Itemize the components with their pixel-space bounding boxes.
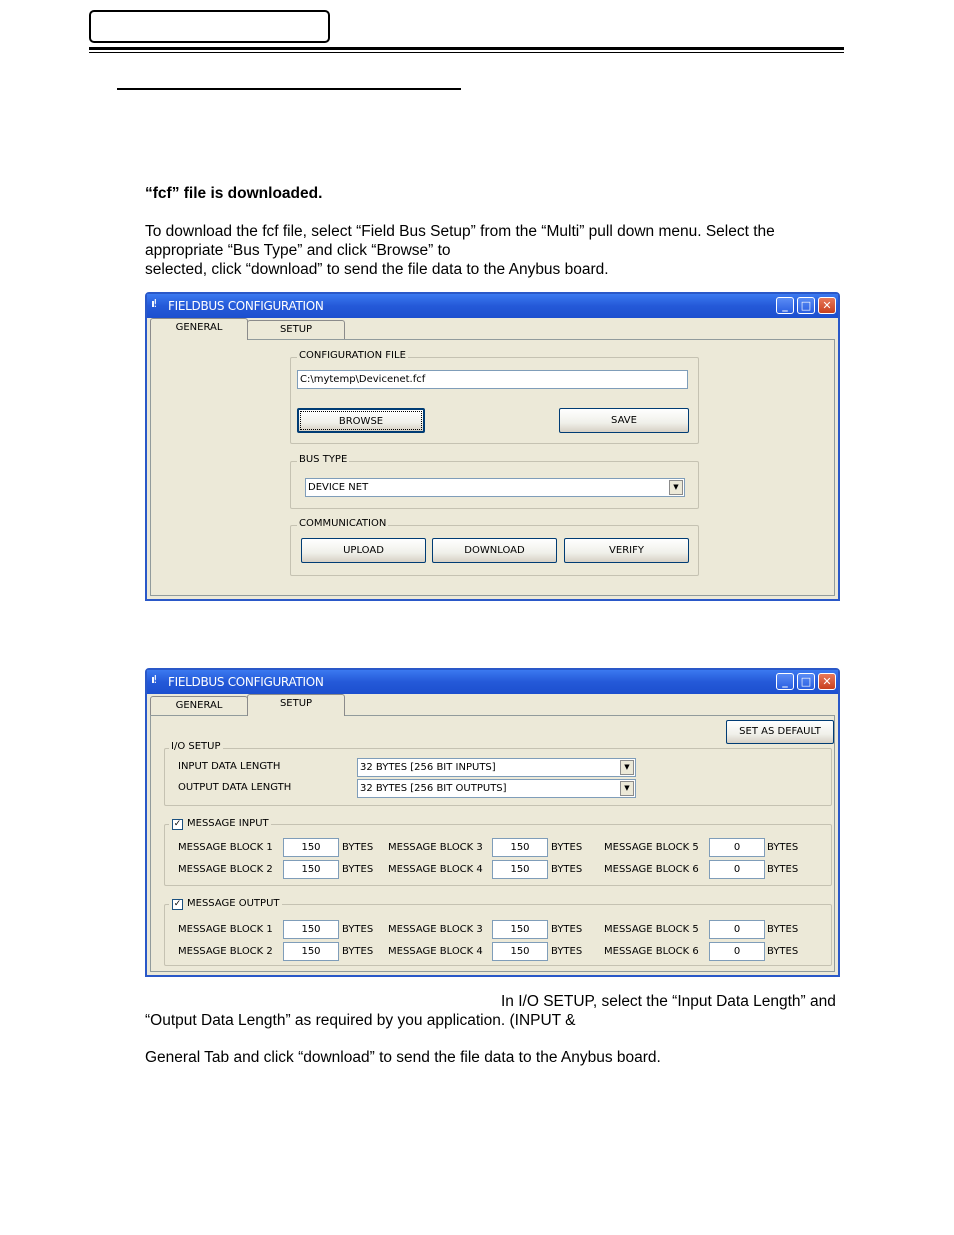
input-data-length-value: 32 BYTES [256 BIT INPUTS] (360, 762, 496, 773)
para-io-setup-line3: General Tab and click “download” to send the file data to the Anybus board. (145, 1049, 661, 1066)
tab-general[interactable]: GENERAL (150, 696, 248, 715)
tab-setup[interactable]: SETUP (247, 694, 345, 716)
msg-out-block-3-field[interactable]: 150 (492, 920, 548, 939)
io-setup-group (164, 741, 832, 806)
communication-label: COMMUNICATION (299, 518, 387, 529)
output-data-length-select[interactable] (357, 779, 636, 798)
message-input-checkbox-label[interactable] (169, 818, 271, 829)
msg-out-block-4-field[interactable]: 150 (492, 942, 548, 961)
fieldbus-dialog-general (145, 292, 840, 601)
setup-panel (150, 715, 835, 972)
msg-out-block-5-label: MESSAGE BLOCK 5 (604, 924, 699, 935)
para-io-setup-line2: “Output Data Length” as required by you application. (INPUT & (145, 1012, 576, 1029)
download-button[interactable]: DOWNLOAD (432, 538, 557, 563)
header-rule (89, 47, 844, 50)
msg-in-block-3-label: MESSAGE BLOCK 3 (388, 842, 483, 853)
bytes-label: BYTES (342, 924, 374, 935)
bytes-label: BYTES (551, 864, 583, 875)
output-data-length-value: 32 BYTES [256 BIT OUTPUTS] (360, 783, 507, 794)
bytes-label: BYTES (767, 864, 799, 875)
dropdown-arrow-icon[interactable]: ▼ (620, 760, 634, 775)
app-icon: ıı! (151, 297, 156, 310)
set-as-default-button[interactable]: SET AS DEFAULT (726, 720, 834, 744)
para-fcf-downloaded: “fcf” file is downloaded. (145, 185, 323, 202)
message-input-label: MESSAGE INPUT (187, 818, 269, 829)
verify-button[interactable]: VERIFY (564, 538, 689, 563)
msg-out-block-2-field[interactable]: 150 (283, 942, 339, 961)
bytes-label: BYTES (551, 924, 583, 935)
header-rule-thin (89, 52, 844, 53)
header-box (89, 10, 330, 43)
msg-out-block-5-field[interactable]: 0 (709, 920, 765, 939)
msg-out-block-2-label: MESSAGE BLOCK 2 (178, 946, 273, 957)
msg-in-block-2-field[interactable]: 150 (283, 860, 339, 879)
para-io-setup-line1: In I/O SETUP, select the “Input Data Length” and (501, 993, 836, 1010)
app-icon: ıı! (151, 673, 156, 686)
msg-in-block-4-field[interactable]: 150 (492, 860, 548, 879)
para-instructions-line1: To download the fcf file, select “Field Bus Setup” from the “Multi” pull down menu. Select the (145, 223, 775, 240)
config-file-group (290, 350, 699, 444)
msg-out-block-4-label: MESSAGE BLOCK 4 (388, 946, 483, 957)
msg-out-block-1-label: MESSAGE BLOCK 1 (178, 924, 273, 935)
msg-out-block-6-label: MESSAGE BLOCK 6 (604, 946, 699, 957)
message-output-checkbox[interactable]: ✓ (173, 899, 182, 909)
general-panel (150, 339, 835, 596)
message-input-checkbox[interactable]: ✓ (173, 819, 182, 829)
save-button[interactable]: SAVE (559, 408, 689, 433)
tab-strip (147, 694, 838, 716)
msg-out-block-1-field[interactable]: 150 (283, 920, 339, 939)
window-title: FIELDBUS CONFIGURATION (168, 299, 324, 313)
msg-in-block-4-label: MESSAGE BLOCK 4 (388, 864, 483, 875)
msg-in-block-1-label: MESSAGE BLOCK 1 (178, 842, 273, 853)
bus-type-group (290, 454, 699, 509)
message-output-label: MESSAGE OUTPUT (187, 898, 280, 909)
message-input-group (164, 818, 832, 886)
msg-in-block-2-label: MESSAGE BLOCK 2 (178, 864, 273, 875)
para-instructions-line2: appropriate “Bus Type” and click “Browse” to (145, 242, 451, 259)
title-bar (147, 294, 838, 318)
message-output-checkbox-label[interactable] (169, 898, 282, 909)
maximize-button[interactable]: □ (797, 673, 815, 690)
output-data-length-label: OUTPUT DATA LENGTH (178, 782, 292, 793)
bytes-label: BYTES (767, 842, 799, 853)
config-file-label: CONFIGURATION FILE (299, 350, 406, 361)
bytes-label: BYTES (342, 864, 374, 875)
msg-in-block-5-field[interactable]: 0 (709, 838, 765, 857)
dropdown-arrow-icon[interactable]: ▼ (669, 480, 683, 495)
tab-strip (147, 318, 838, 340)
io-setup-label: I/O SETUP (171, 741, 221, 752)
maximize-button[interactable]: □ (797, 297, 815, 314)
dropdown-arrow-icon[interactable]: ▼ (620, 781, 634, 796)
close-button[interactable]: ✕ (818, 673, 836, 690)
para-instructions-line3: selected, click “download” to send the file data to the Anybus board. (145, 261, 609, 278)
window-title: FIELDBUS CONFIGURATION (168, 675, 324, 689)
msg-in-block-1-field[interactable]: 150 (283, 838, 339, 857)
bytes-label: BYTES (342, 842, 374, 853)
bytes-label: BYTES (767, 924, 799, 935)
minimize-button[interactable]: _ (776, 673, 794, 690)
message-output-group (164, 898, 832, 966)
communication-group (290, 518, 699, 576)
bus-type-value: DEVICE NET (308, 482, 369, 493)
msg-in-block-6-label: MESSAGE BLOCK 6 (604, 864, 699, 875)
bytes-label: BYTES (551, 946, 583, 957)
bus-type-label: BUS TYPE (299, 454, 348, 465)
bytes-label: BYTES (551, 842, 583, 853)
msg-in-block-6-field[interactable]: 0 (709, 860, 765, 879)
bytes-label: BYTES (342, 946, 374, 957)
msg-out-block-6-field[interactable]: 0 (709, 942, 765, 961)
input-data-length-label: INPUT DATA LENGTH (178, 761, 281, 772)
upload-button[interactable]: UPLOAD (301, 538, 426, 563)
bus-type-select[interactable] (305, 478, 685, 497)
browse-button[interactable]: BROWSE (297, 408, 425, 433)
minimize-button[interactable]: _ (776, 297, 794, 314)
msg-in-block-5-label: MESSAGE BLOCK 5 (604, 842, 699, 853)
close-button[interactable]: ✕ (818, 297, 836, 314)
msg-in-block-3-field[interactable]: 150 (492, 838, 548, 857)
dialog-client (147, 318, 838, 599)
dialog-client (147, 694, 838, 975)
bytes-label: BYTES (767, 946, 799, 957)
tab-setup[interactable]: SETUP (247, 320, 345, 339)
section-underline (117, 88, 461, 90)
tab-general[interactable]: GENERAL (150, 318, 248, 340)
config-path-field[interactable]: C:\mytemp\Devicenet.fcf (297, 370, 688, 389)
fieldbus-dialog-setup (145, 668, 840, 977)
title-bar (147, 670, 838, 694)
msg-out-block-3-label: MESSAGE BLOCK 3 (388, 924, 483, 935)
input-data-length-select[interactable] (357, 758, 636, 777)
